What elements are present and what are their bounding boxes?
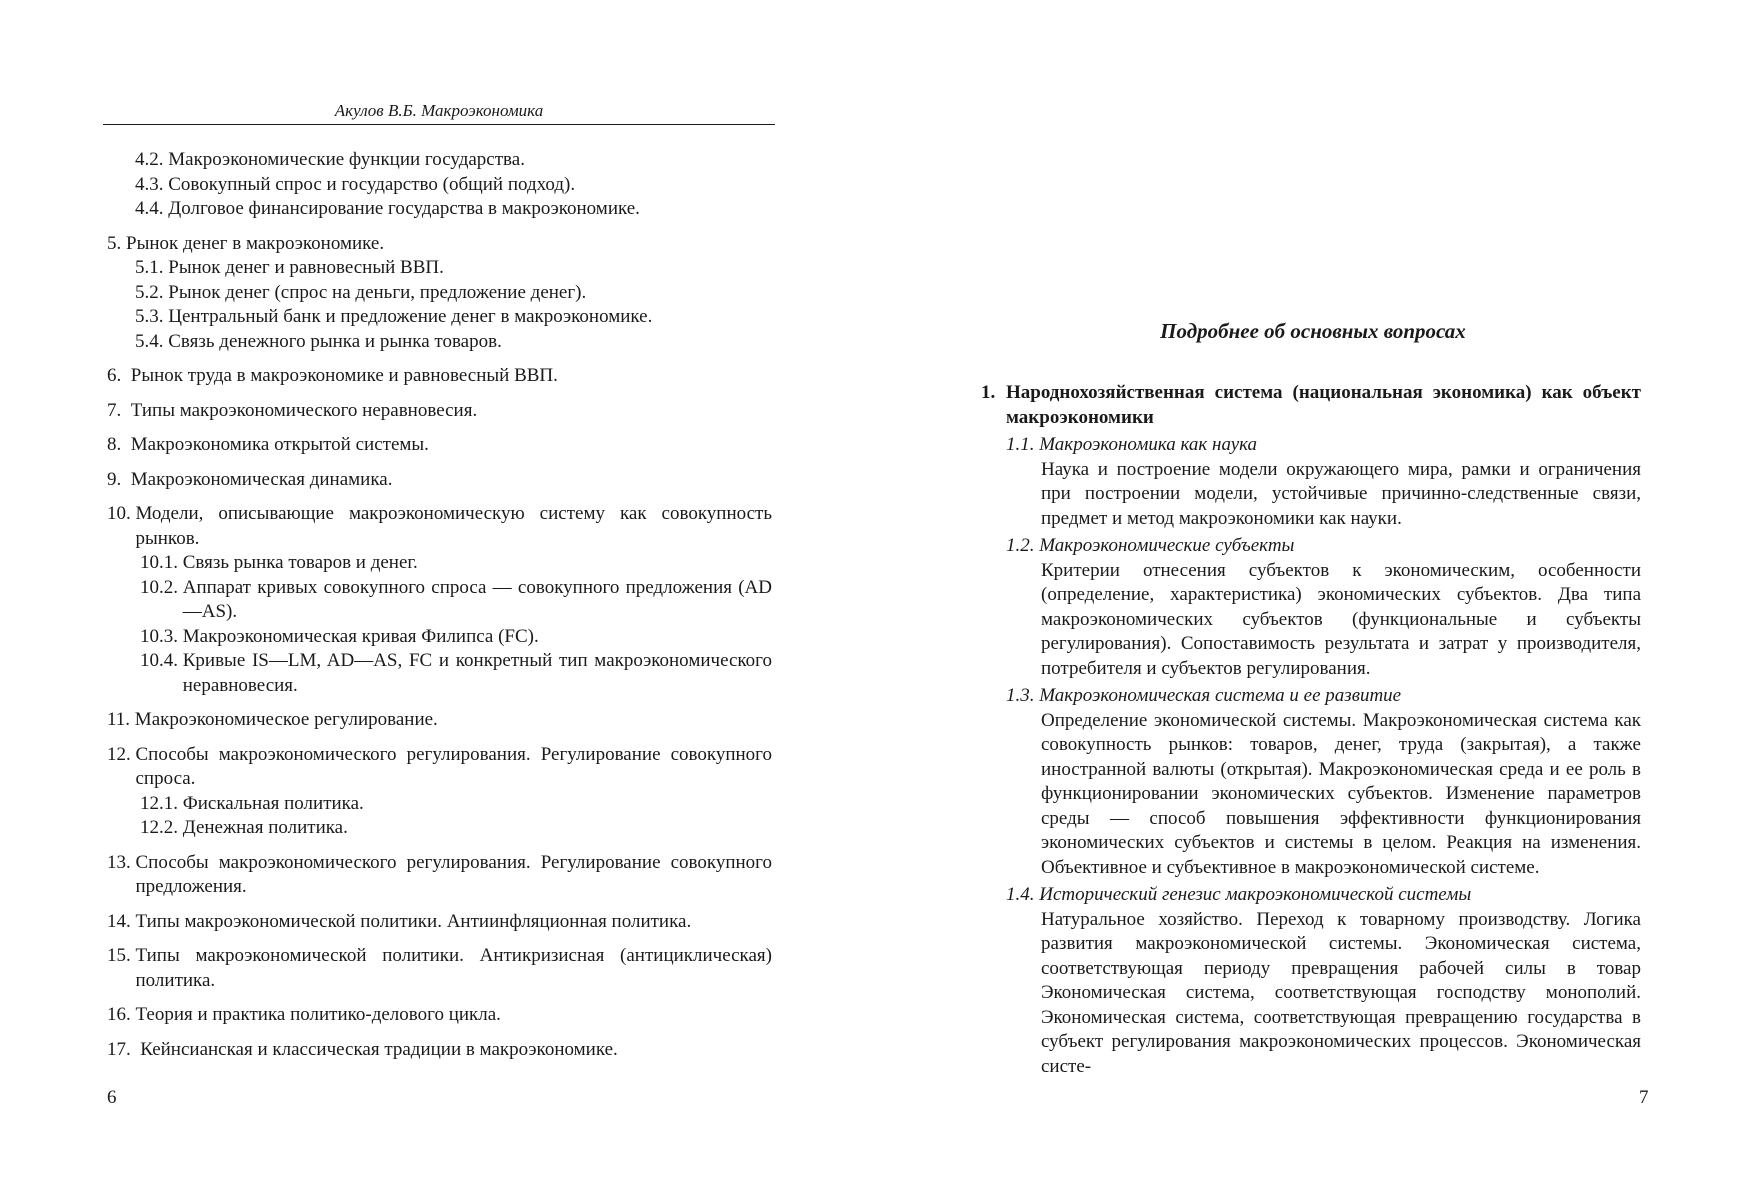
toc-main-line (107, 851, 772, 900)
toc-main-line (107, 944, 772, 993)
toc-main-line (107, 1038, 772, 1063)
toc-subitem (107, 649, 772, 698)
toc-subitem-text: Кривые IS—LM, AD—AS, FC и конкретный тип макроэкономического неравновесия. (182, 650, 772, 696)
subsection-title: 1.3. Макроэкономическая система и ее развитие (1006, 685, 1402, 706)
toc-subitem-number: 5.4. (135, 330, 169, 352)
toc-main-line (107, 468, 772, 493)
toc-subitem-text: Макроэкономические функции государства. (168, 149, 525, 170)
toc-number: 9. (107, 468, 131, 490)
subsection-title: 1.2. Макроэкономические субъекты (1006, 535, 1295, 556)
subsection-body: Определение экономической системы. Макроэкономическая система как совокупность рынков: товаров, денег, труда (закрытая), а также иностранной валюты (открытая). Макроэкономическая среда и ее роль в функционировании экономических субъектов. Изменение параметров среды — способ повышения эффективности функционирования экономических субъектов и системы в целом. Реакция на изменения. Объективное и субъективное в макроэкономической системе. (1041, 709, 1641, 878)
toc-subitem (107, 576, 772, 625)
page-number-left: 6 (107, 1087, 117, 1108)
toc-main-line (107, 232, 772, 257)
toc-text: Теория и практика политико-делового цикла. (135, 1004, 501, 1025)
toc-number: 5. (107, 232, 126, 254)
subsection-title: 1.1. Макроэкономика как наука (1006, 434, 1258, 455)
toc-number: 8. (107, 434, 131, 455)
toc-entry (107, 364, 772, 389)
toc-subitem (107, 173, 772, 198)
toc-entry (107, 851, 772, 900)
toc-main-line (107, 502, 772, 551)
toc-entry (107, 399, 772, 424)
toc-number: 14. (107, 910, 136, 932)
toc-number: 13. (107, 851, 136, 873)
toc-subitem-text: Долговое финансирование государства в макроэкономике. (168, 198, 640, 219)
subsection-body: Критерии отнесения субъектов к экономическим, особенности (определение, характеристика) экономических субъектов. Два типа макроэкономических субъектов (функциональные и субъекты регулирования). Сопоставимость результата и затрат у производителя, потребителя и субъектов регулирования. (1041, 559, 1641, 679)
section-content (981, 381, 1641, 1082)
toc-main-line (107, 364, 772, 389)
toc-main-line (107, 910, 772, 935)
toc-subitem-number: 4.2. (135, 149, 169, 170)
toc-main-line (107, 743, 772, 792)
toc-main-line (107, 708, 772, 733)
toc-text: Рынок денег в макроэкономике. (126, 232, 385, 254)
toc-text: Типы макроэкономического неравновесия. (130, 399, 478, 421)
left-page (0, 0, 875, 1182)
toc-subitem (107, 792, 772, 817)
toc-number: 16. (107, 1004, 136, 1025)
subsection-body: Натуральное хозяйство. Переход к товарному производству. Логика развития макроэкономической системы. Экономическая система, соответствующая периоду превращения рабочей силы в товар Экономическая система, соответствующая господству монополий. Экономическая система, соответствующая превращению государства в субъект регулирования макроэкономических процессов. Экономическая систе- (1041, 908, 1641, 1077)
toc-text: Способы макроэкономического регулирования. Регулирование совокупного спроса. (135, 743, 772, 789)
toc-subitem-text: Центральный банк и предложение денег в макроэкономике. (168, 306, 653, 327)
toc-subitem-text: Совокупный спрос и государство (общий подход). (168, 173, 576, 195)
toc-subitem-number: 5.3. (135, 306, 169, 327)
toc-entry (107, 468, 772, 493)
toc-subitem (107, 281, 772, 306)
toc-text: Макроэкономика открытой системы. (130, 434, 429, 455)
section-items (981, 433, 1641, 1079)
toc-main-line (107, 433, 772, 458)
toc-text: Кейнсианская и классическая традиции в макроэкономике. (140, 1038, 618, 1060)
page-number-right: 7 (1639, 1087, 1649, 1108)
toc-subitem (107, 197, 772, 222)
section-heading-text: Народнохозяйственная система (национальная экономика) как объект макроэкономики (1006, 382, 1641, 428)
header-rule (103, 124, 775, 125)
toc-number: 12. (107, 743, 136, 765)
toc-entry (107, 502, 772, 698)
toc-subitem-number: 5.1. (135, 257, 169, 278)
toc-number: 6. (107, 365, 131, 386)
toc-subitem (107, 305, 772, 330)
toc-subitem-text: Макроэкономическая кривая Филипса (FC). (182, 625, 539, 647)
toc-text: Модели, описывающие макроэкономическую систему как совокупность рынков. (135, 503, 772, 549)
toc-entry (107, 910, 772, 935)
toc-subitem-text: Связь рынка товаров и денег. (182, 552, 418, 573)
toc-subitem-text: Фискальная политика. (182, 792, 364, 814)
toc-entry (107, 433, 772, 458)
toc-subitem-number: 10.1. (140, 552, 183, 573)
toc-subitem-number: 4.3. (135, 173, 169, 195)
toc-subitem-number: 10.3. (140, 625, 183, 647)
toc-number: 11. (107, 709, 135, 730)
toc-text: Типы макроэкономической политики. Антиинфляционная политика. (135, 910, 692, 932)
toc-entry (107, 1003, 772, 1028)
toc-entry (107, 1038, 772, 1063)
toc-subitem (107, 816, 772, 841)
toc-subitem-text: Денежная политика. (182, 817, 348, 838)
section-heading (981, 381, 1641, 430)
right-page (875, 0, 1751, 1182)
toc-text: Рынок труда в макроэкономике и равновесный ВВП. (130, 365, 558, 386)
toc-number: 17. (107, 1038, 141, 1060)
subsection (981, 433, 1641, 531)
toc-subitem-text: Рынок денег (спрос на деньги, предложение денег). (168, 281, 587, 303)
subsection-body: Наука и построение модели окружающего мира, рамки и ограничения при построении модели, устойчивые причинно-следственные связи, предмет и метод макроэкономики как науки. (1041, 458, 1641, 529)
toc-subitem (107, 625, 772, 650)
toc-subitem-text: Рынок денег и равновесный ВВП. (168, 257, 444, 278)
toc-text: Макроэкономическая динамика. (130, 468, 393, 490)
toc-text: Типы макроэкономической политики. Антикризисная (антициклическая) политика. (135, 945, 772, 991)
toc-main-line (107, 399, 772, 424)
subsection-title: 1.4. Исторический генезис макроэкономической системы (1006, 884, 1472, 905)
toc-entry (107, 944, 772, 993)
toc-subitem (107, 256, 772, 281)
toc-subitem-number: 12.1. (140, 792, 183, 814)
toc-subitem (107, 551, 772, 576)
subsection (981, 684, 1641, 880)
toc-entry (107, 743, 772, 841)
toc-subitem-number: 5.2. (135, 281, 169, 303)
table-of-contents (107, 148, 772, 1072)
toc-text: Способы макроэкономического регулирования. Регулирование совокупного предложения. (135, 851, 772, 897)
toc-subitem-number: 10.2. (140, 576, 183, 598)
toc-subitem-text: Связь денежного рынка и рынка товаров. (168, 330, 502, 352)
toc-main-line (107, 1003, 772, 1028)
toc-text: Макроэкономическое регулирование. (134, 709, 438, 730)
subsection (981, 534, 1641, 681)
toc-subitem-number: 4.4. (135, 198, 169, 219)
toc-entry (107, 232, 772, 355)
section-title: Подробнее об основных вопросах (1160, 319, 1466, 343)
section-number: 1. (981, 382, 996, 403)
toc-entry (107, 708, 772, 733)
running-header: Акулов В.Б. Макроэкономика (334, 101, 544, 120)
toc-subitem (107, 330, 772, 355)
toc-subitem-text: Аппарат кривых совокупного спроса — совокупного предложения (AD—AS). (182, 576, 772, 622)
toc-subitem (107, 148, 772, 173)
toc-subitem-number: 10.4. (140, 650, 183, 671)
toc-number: 7. (107, 399, 131, 421)
toc-number: 15. (107, 945, 136, 966)
subsection (981, 883, 1641, 1079)
toc-number: 10. (107, 503, 136, 524)
toc-subitem-number: 12.2. (140, 817, 183, 838)
toc-entry (107, 148, 772, 222)
